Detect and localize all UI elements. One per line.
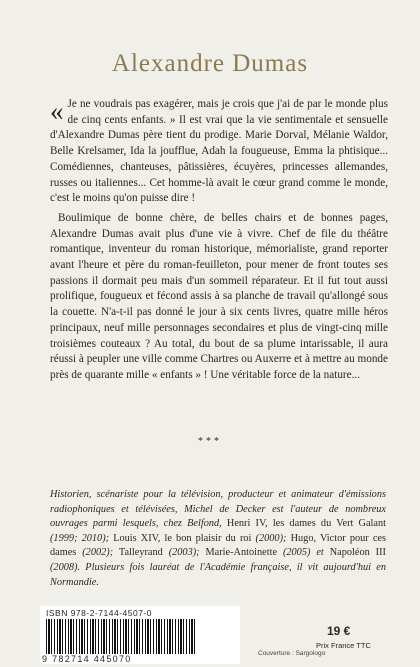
bio-s4: Louis XIV, le bon plaisir du roi [109, 532, 256, 544]
book-title: Alexandre Dumas [111, 50, 309, 77]
blurb-paragraph-2: Boulimique de bonne chère, de belles chairs et de bonnes pages, Alexandre Dumas avait plus d'une vie à vivre. Chef de file du théâtre romantique, inventeur du roman historique, mémorialiste, grand reporter avant l'heure et père du roman-feuilleton, pour mener de front toutes ses passions il dormait peu mais d'un sommeil réparateur. Et il fut tout aussi prolifique, fougueux et fécond assis à sa planche de travail qu'allongé sous la couette. N'a-t-il pas donné le jour à six cents livres, quatre mille héros principaux, neuf mille personnages secondaires et plus de vingt-cinq mille troisièmes couteaux ? Au total, du bout de sa plume intarissable, il aura réussi à peupler une ville comme Chartres ou Auxerre et à mettre au monde près de quarante mille « enfants » ! Une véritable force de la nature... [50, 211, 388, 381]
bio-s9: (2003); [168, 547, 200, 559]
section-separator: *** [198, 436, 222, 447]
bio-s3: (1999; 2010); [50, 532, 110, 544]
price-label: Prix France TTC [316, 641, 371, 650]
bio-s6: Hugo, Victor pour ces dames [50, 532, 386, 559]
bio-s1: Historien, scénariste pour la télévision, producteur et animateur d'émissions radiophoniques et télévisées, Michel de Decker est l'auteur de nombreux ouvrages parmi lesquels, chez Belfond, [50, 489, 386, 530]
bio-s10: Marie-Antoinette [199, 547, 283, 559]
bio-s5: (2000); [255, 532, 287, 544]
bio-s7: (2002); [82, 547, 114, 559]
barcode-number: 9 782714 445070 [42, 654, 132, 664]
blurb-text-1: Je ne voudrais pas exagérer, mais je crois que j'ai de par le monde plus de cinq cents enfants. » Il est vrai que la vie sentimentale et sensuelle d'Alexandre Dumas père tient du prodige. Marie Dorval, Mélanie Waldor, Belle Krelsamer, Ida la joufflue, Adah la fougueuse, Emma la phtisique... Comédiennes, chanteuses, pâtissières, écuyères, princesses allemandes, russes ou italiennes... Cet homme-là avait le cœur grand comme le monde, c'est le moins qu'on puisse dire ! [50, 98, 388, 205]
bio-s14: (2008). Plusieurs fois lauréat de l'Académie française, il vit aujourd'hui en Normandie. [50, 561, 386, 588]
price: 19 € [327, 624, 351, 638]
barcode-block [40, 606, 240, 664]
blurb-paragraph-1 [50, 97, 388, 207]
blurb [50, 97, 388, 388]
open-quote: « [50, 96, 64, 126]
bio-s13: Napoléon III [329, 547, 386, 559]
bio-s2: Henri IV, les dames du Vert Galant [221, 518, 386, 530]
bio-s8: Talleyrand [113, 547, 169, 559]
bio-s12: et [310, 547, 330, 559]
isbn: ISBN 978-2-7144-4507-0 [46, 608, 152, 618]
barcode-icon [46, 619, 196, 654]
bio-s11: (2005) [282, 547, 311, 559]
author-bio [50, 488, 386, 590]
cover-credit: Couverture : Sargologo [258, 650, 326, 657]
